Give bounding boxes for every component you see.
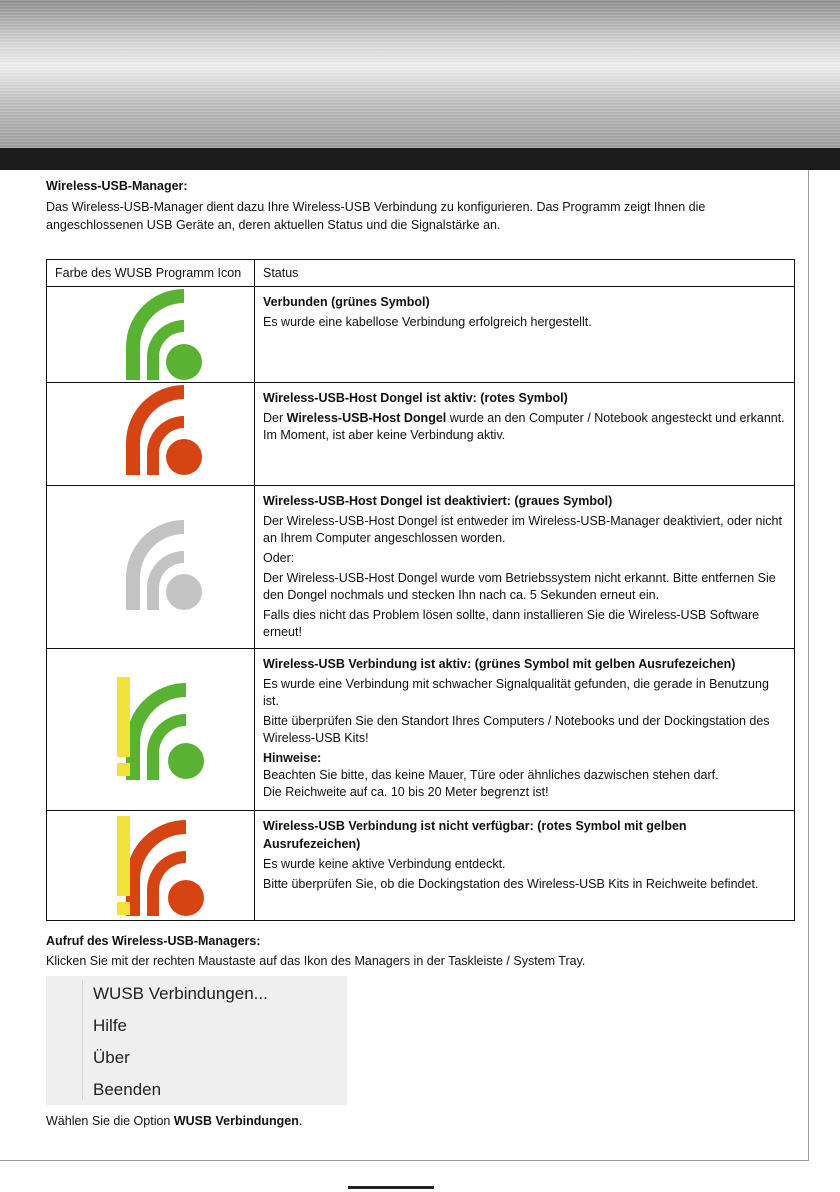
status-text: Die Reichweite auf ca. 10 bis 20 Meter begrenzt ist! bbox=[263, 785, 549, 799]
aufruf-section bbox=[46, 934, 786, 970]
exclamation-bar bbox=[117, 816, 130, 896]
table-row bbox=[47, 383, 795, 486]
status-title: Wireless-USB Verbindung ist nicht verfügbar: (rotes Symbol mit gelben Ausrufezeichen) bbox=[263, 819, 687, 851]
intro-section bbox=[46, 179, 786, 234]
icon-cell bbox=[47, 811, 255, 921]
outro-text bbox=[46, 1114, 302, 1128]
wusb-green-icon bbox=[91, 287, 211, 382]
menu-item-hilfe[interactable]: Hilfe bbox=[93, 1016, 128, 1035]
table-header-row bbox=[47, 260, 795, 287]
table-row bbox=[47, 649, 795, 811]
status-text: Der Wireless-USB-Host Dongel wurde vom Betriebssystem nicht erkannt. Bitte entfernen Sie den Dongel nochmals und stecken Ihn nach ca. 5 Sekunden erneut ein. bbox=[263, 571, 776, 602]
icon-cell bbox=[47, 287, 255, 383]
status-text: Es wurde eine Verbindung mit schwacher Signalqualität gefunden, die gerade in Benutzung ist. bbox=[263, 677, 769, 708]
table-row bbox=[47, 811, 795, 921]
page-footer-mark bbox=[348, 1186, 434, 1189]
header-banner bbox=[0, 0, 840, 148]
status-text: Bitte überprüfen Sie, ob die Dockingstation des Wireless-USB Kits in Reichweite befindet. bbox=[263, 877, 759, 891]
icon-cell bbox=[47, 486, 255, 649]
status-text: Beachten Sie bitte, das keine Mauer, Türe oder ähnliches dazwischen stehen darf. bbox=[263, 768, 719, 782]
exclamation-bar bbox=[117, 677, 130, 757]
menu-separator bbox=[82, 980, 83, 1100]
wusb-red-icon bbox=[91, 383, 211, 481]
status-cell bbox=[255, 649, 795, 811]
table-row bbox=[47, 287, 795, 383]
status-text: Es wurde keine aktive Verbindung entdeckt. bbox=[263, 857, 506, 871]
icon-cell bbox=[47, 649, 255, 811]
outro-text-a: Wählen Sie die Option bbox=[46, 1114, 174, 1128]
icon-cell bbox=[47, 383, 255, 486]
outro-text-bold: WUSB Verbindungen bbox=[173, 1114, 299, 1128]
column-header-icon: Farbe des WUSB Programm Icon bbox=[47, 260, 255, 287]
wusb-green-warning-icon bbox=[91, 675, 211, 785]
status-text: Der Wireless-USB-Host Dongel ist entweder im Wireless-USB-Manager deaktiviert, oder nicht an Ihrem Computer angeschlossen worden. bbox=[263, 514, 782, 545]
status-text: Bitte überprüfen Sie den Standort Ihres Computers / Notebooks und der Dockingstation des Wireless-USB Kits! bbox=[263, 714, 770, 745]
status-text: Es wurde eine kabellose Verbindung erfolgreich hergestellt. bbox=[263, 315, 592, 329]
outro-text-c: . bbox=[298, 1114, 303, 1128]
wusb-red-warning-icon bbox=[91, 814, 211, 918]
page-border-right bbox=[808, 170, 809, 1160]
exclamation-dot bbox=[117, 902, 130, 915]
status-cell bbox=[255, 811, 795, 921]
status-cell bbox=[255, 383, 795, 486]
section-title: Wireless-USB-Manager: bbox=[46, 179, 188, 193]
status-note-title: Hinweise: bbox=[263, 751, 322, 765]
menu-item-ueber[interactable]: Über bbox=[93, 1048, 130, 1067]
section-title: Aufruf des Wireless-USB-Managers: bbox=[46, 934, 261, 948]
wusb-gray-icon bbox=[91, 518, 211, 616]
exclamation-dot bbox=[117, 763, 130, 776]
context-menu bbox=[46, 976, 347, 1105]
column-header-status: Status bbox=[255, 260, 795, 287]
status-text bbox=[263, 410, 786, 444]
status-title: Wireless-USB Verbindung ist aktiv: (grünes Symbol mit gelben Ausrufezeichen) bbox=[263, 657, 736, 671]
table-row bbox=[47, 486, 795, 649]
status-title: Wireless-USB-Host Dongel ist deaktiviert: (graues Symbol) bbox=[263, 494, 613, 508]
status-text: Oder: bbox=[263, 551, 295, 565]
intro-text: Das Wireless-USB-Manager dient dazu Ihre Wireless-USB Verbindung zu konfigurieren. Das Programm zeigt Ihnen die angeschlossenen USB Geräte an, deren aktuellen Status und die Signalstärke an. bbox=[46, 200, 706, 232]
status-title: Verbunden (grünes Symbol) bbox=[263, 295, 430, 309]
status-text: Falls dies nicht das Problem lösen sollte, dann installieren Sie die Wireless-USB Software erneut! bbox=[263, 608, 760, 639]
page-border-bottom bbox=[0, 1160, 809, 1161]
menu-item-beenden[interactable]: Beenden bbox=[93, 1080, 162, 1099]
status-title: Wireless-USB-Host Dongel ist aktiv: (rotes Symbol) bbox=[263, 391, 568, 405]
menu-item-wusb-verbindungen[interactable]: WUSB Verbindungen... bbox=[93, 984, 268, 1003]
aufruf-text: Klicken Sie mit der rechten Maustaste auf das Ikon des Managers in der Taskleiste / System Tray. bbox=[46, 954, 586, 968]
status-text-a: Der bbox=[263, 411, 287, 425]
status-cell bbox=[255, 486, 795, 649]
status-cell bbox=[255, 287, 795, 383]
status-text-bold: Wireless-USB-Host Dongel bbox=[286, 411, 447, 425]
status-text-c: wurde an den Computer / Notebook angesteckt und erkannt. Im Moment, ist aber keine Verbindung aktiv. bbox=[263, 411, 785, 442]
status-table bbox=[46, 259, 795, 921]
header-band bbox=[0, 148, 840, 170]
